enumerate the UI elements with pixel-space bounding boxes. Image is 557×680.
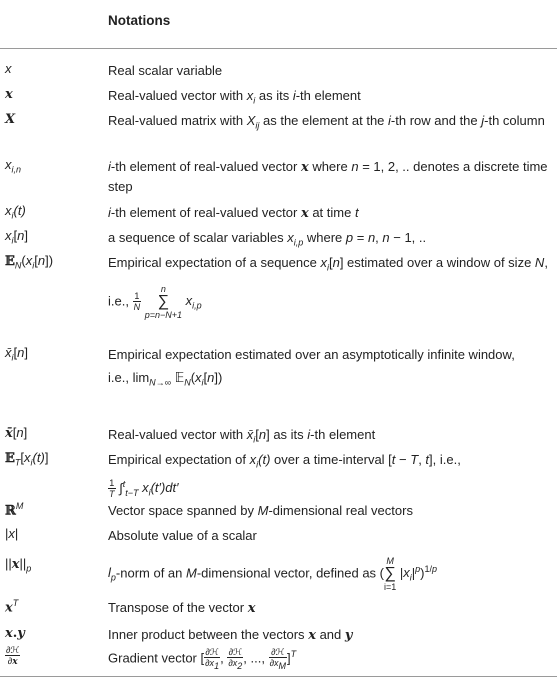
description-cell: Empirical expectation of $x_i(t)$ over a time-interval [t − T, t], i.e., $\frac{1}{T}$ ∫$^t_{t-T}$ $x_i(t')dt'$ — [108, 452, 461, 499]
description-cell: Real scalar variable — [108, 63, 223, 78]
symbol-cell: ℝ$^M$ — [5, 501, 24, 519]
description-cell: Real-valued vector with $x̄_i[n]$ as its i-th element — [108, 427, 376, 445]
symbol-cell: $𝔼_N(x_i[n])$ — [5, 253, 54, 271]
description-cell: Real-valued matrix with $X_{ij}$ as the element at the i-th row and the j-th column — [108, 113, 545, 131]
top-rule — [0, 48, 557, 49]
symbol-cell: $x_i[n]$ — [5, 228, 28, 246]
symbol-cell — [5, 645, 20, 667]
symbol-cell: $x_{i,n}$ — [5, 157, 22, 175]
description-cell: Absolute value of a scalar — [108, 528, 257, 543]
description-cell: $l_p$-norm of an M-dimensional vector, defined as (M ∑ i=1 $|x_i|^p)^{1/p}$ — [108, 556, 438, 592]
fraction: $\frac{1}{T}$ — [109, 477, 115, 499]
fraction: $\frac{\text{∂ℋ}}{\partial x_1}$ — [205, 646, 220, 671]
symbol-cell: $||x||_p$ — [5, 556, 32, 574]
summation: M ∑ i=1 — [384, 556, 397, 592]
symbol-cell: $𝔼_T[x_i(t)]$ — [5, 450, 49, 468]
description-cell: Real-valued vector with $x_i$ as its i-th element — [108, 88, 361, 106]
fraction: $\frac{\text{∂ℋ}}{\partial x}$ — [6, 645, 20, 667]
notations-header: Notations — [108, 13, 171, 28]
fraction: $\frac{1}{N}$ — [133, 291, 141, 313]
description-cell: i-th element of real-valued vector x where n = 1, 2, .. denotes a discrete time step — [108, 159, 548, 194]
symbol-cell: x.y — [5, 626, 25, 641]
description-cell: Empirical expectation of a sequence $x_i[n]$ estimated over a window of size N, i.e., $\frac{1}{N}$ n ∑ p=n−N+1 $x_{i,p}$ — [108, 255, 548, 320]
fraction: $\frac{\text{∂ℋ}}{\partial x_M}$ — [269, 646, 287, 671]
fraction: $\frac{\text{∂ℋ}}{\partial x_2}$ — [228, 646, 243, 671]
symbol-cell: x — [5, 61, 12, 76]
symbol-cell: $x_i(t)$ — [5, 203, 26, 221]
symbol-cell: x̄[n] — [5, 425, 28, 441]
symbol-cell: $x̄_i[n]$ — [5, 345, 28, 363]
description-cell: Transpose of the vector x — [108, 600, 256, 616]
symbol-cell: |x| — [5, 526, 19, 541]
description-cell: Vector space spanned by M-dimensional real vectors — [108, 503, 413, 518]
bottom-rule — [0, 676, 557, 677]
description-cell: i-th element of real-valued vector x at time t — [108, 205, 359, 221]
description-cell: Inner product between the vectors x and y — [108, 627, 353, 643]
symbol-cell: X — [5, 112, 16, 127]
description-cell: Gradient vector [ $\frac{\text{∂ℋ}}{\partial x_1}$ , $\frac{\text{∂ℋ}}{\partial x_2}$ , ..., $\frac{\text{∂ℋ}}{\partial x_M}$ ]$^T$ — [108, 646, 297, 671]
description-cell: a sequence of scalar variables $x_{i,p}$ where p = n, n − 1, .. — [108, 230, 427, 248]
summation: n ∑ p=n−N+1 — [144, 283, 182, 320]
symbol-cell: $x^T$ — [5, 598, 19, 616]
symbol-cell: x — [5, 87, 13, 102]
description-cell: Empirical expectation estimated over an asymptotically infinite window, i.e., $\lim_{N\to\infty}$ $𝔼_N(x_i[n])$ — [108, 347, 515, 388]
